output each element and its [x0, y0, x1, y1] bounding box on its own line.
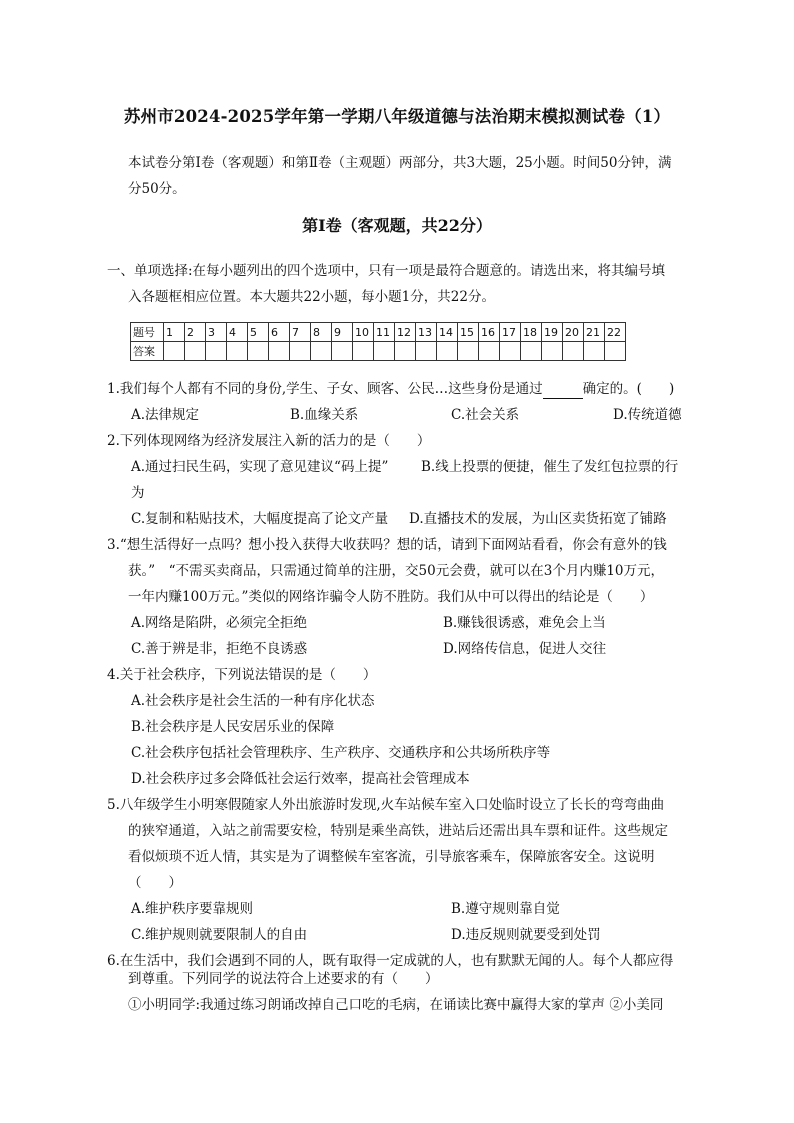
question-number-cell: 12	[395, 323, 416, 342]
answer-cell[interactable]	[332, 342, 353, 361]
answer-cell[interactable]	[437, 342, 458, 361]
answer-cell[interactable]	[311, 342, 332, 361]
q5-option-a: A.维护秩序要靠规则	[131, 901, 254, 917]
answer-cell[interactable]	[458, 342, 479, 361]
answer-cell[interactable]	[500, 342, 521, 361]
answer-cell[interactable]	[206, 342, 227, 361]
q2-stem: 2.下列体现网络为经济发展注入新的活力的是（ ）	[107, 433, 431, 449]
answer-cell[interactable]	[563, 342, 584, 361]
q6-stem-line-1: 6.在生活中，我们会遇到不同的人，既有取得一定成就的人，也有默默无闻的人。每个人都应得	[107, 953, 674, 969]
q3-option-b: B.赚钱很诱惑，难免会上当	[443, 615, 606, 631]
answer-cell[interactable]	[248, 342, 269, 361]
question-number-cell: 5	[248, 323, 269, 342]
question-number-cell: 20	[563, 323, 584, 342]
answer-cell[interactable]	[374, 342, 395, 361]
question-number-cell: 17	[500, 323, 521, 342]
answer-cell[interactable]	[479, 342, 500, 361]
answer-cell[interactable]	[584, 342, 605, 361]
answer-table-answer-row	[131, 342, 626, 361]
answer-table-number-row	[131, 323, 626, 342]
question-number-cell: 8	[311, 323, 332, 342]
question-number-cell: 14	[437, 323, 458, 342]
q4-option-b: B.社会秩序是人民安居乐业的保障	[131, 719, 335, 735]
q3-stem-line-3: 一年内赚100万元。”类似的网络诈骗令人防不胜防。我们从中可以得出的结论是（ ）	[128, 589, 654, 605]
q5-stem-line-4: （ ）	[128, 875, 182, 891]
q2-option-d: D.直播技术的发展，为山区卖货拓宽了铺路	[409, 511, 667, 527]
question-number-cell: 10	[353, 323, 374, 342]
q6-stem-line-3: ①小明同学:我通过练习朗诵改掉自己口吃的毛病，在诵读比赛中赢得大家的掌声 ②小美同	[128, 997, 664, 1013]
answer-cell[interactable]	[416, 342, 437, 361]
q3-option-a: A.网络是陷阱，必须完全拒绝	[131, 615, 308, 631]
intro-line-2: 分50分。	[128, 181, 186, 197]
question-number-cell: 22	[605, 323, 626, 342]
question-number-cell: 4	[227, 323, 248, 342]
q4-option-c: C.社会秩序包括社会管理秩序、生产秩序、交通秩序和公共场所秩序等	[131, 745, 551, 761]
question-number-cell: 15	[458, 323, 479, 342]
q5-stem-line-1: 5.八年级学生小明寒假随家人外出旅游时发现,火车站候车室入口处临时设立了长长的弯弯曲曲	[107, 797, 665, 813]
q4-option-a: A.社会秩序是社会生活的一种有序化状态	[131, 693, 375, 709]
answer-cell[interactable]	[290, 342, 311, 361]
part1-instruction-line-1: 一、单项选择:在每小题列出的四个选项中，只有一项是最符合题意的。请选出来，将其编号填	[107, 263, 666, 279]
question-number-cell: 9	[332, 323, 353, 342]
answer-cell[interactable]	[185, 342, 206, 361]
answer-cell[interactable]	[164, 342, 185, 361]
section-title: 第Ⅰ卷（客观题，共22分）	[302, 216, 492, 235]
q2-option-b-line-2: 为	[131, 485, 145, 501]
q1-stem-part-b: 确定的。( )	[582, 381, 675, 397]
q4-stem: 4.关于社会秩序，下列说法错误的是（ ）	[107, 667, 377, 683]
q6-stem-line-2: 到尊重。下列同学的说法符合上述要求的有（ ）	[128, 971, 439, 987]
q1-option-d: D.传统道德	[613, 407, 682, 423]
q1-option-c: C.社会关系	[451, 407, 520, 423]
q4-option-d: D.社会秩序过多会降低社会运行效率，提高社会管理成本	[131, 771, 470, 787]
q1-stem-part-a: 1.我们每个人都有不同的身份,学生、子女、顾客、公民…这些身份是通过	[107, 381, 543, 397]
answer-table-row-head: 题号	[131, 323, 164, 342]
part1-instruction-line-2: 入各题框相应位置。本大题共22小题，每小题1分，共22分。	[128, 289, 495, 305]
q5-stem-line-2: 的狭窄通道，入站之前需要安检，特别是乘坐高铁，进站后还需出具车票和证件。这些规定	[128, 823, 668, 839]
answer-cell[interactable]	[521, 342, 542, 361]
question-number-cell: 18	[521, 323, 542, 342]
question-number-cell: 7	[290, 323, 311, 342]
q2-option-b-line-1: B.线上投票的便捷，催生了发红包拉票的行	[421, 459, 679, 475]
q3-option-c: C.善于辨是非，拒绝不良诱惑	[131, 641, 308, 657]
q5-option-d: D.违反规则就要受到处罚	[451, 927, 601, 943]
answer-cell[interactable]	[542, 342, 563, 361]
intro-line-1: 本试卷分第Ⅰ卷（客观题）和第Ⅱ卷（主观题）两部分，共3大题，25小题。时间50分钟，满	[128, 155, 672, 171]
answer-cell[interactable]	[269, 342, 290, 361]
q5-stem-line-3: 看似烦琐不近人情，其实是为了调整候车室客流，引导旅客乘车，保障旅客安全。这说明	[128, 849, 655, 865]
answer-table	[130, 322, 626, 361]
question-number-cell: 2	[185, 323, 206, 342]
question-number-cell: 6	[269, 323, 290, 342]
q3-stem-line-1: 3.“想生活得好一点吗？想小投入获得大收获吗？想的话，请到下面网站看看，你会有意外的钱	[107, 537, 667, 553]
question-number-cell: 21	[584, 323, 605, 342]
q2-option-c: C.复制和粘贴技术，大幅度提高了论文产量	[131, 511, 389, 527]
q1-option-a: A.法律规定	[131, 407, 200, 423]
q3-option-d: D.网络传信息，促进人交往	[443, 641, 607, 657]
q5-option-c: C.维护规则就要限制人的自由	[131, 927, 308, 943]
answer-cell[interactable]	[227, 342, 248, 361]
answer-table-row-head: 答案	[131, 342, 164, 361]
q1-option-b: B.血缘关系	[290, 407, 359, 423]
answer-cell[interactable]	[395, 342, 416, 361]
answer-cell[interactable]	[605, 342, 626, 361]
question-number-cell: 3	[206, 323, 227, 342]
answer-cell[interactable]	[353, 342, 374, 361]
q1-blank	[543, 384, 583, 399]
question-number-cell: 13	[416, 323, 437, 342]
question-number-cell: 19	[542, 323, 563, 342]
exam-title: 苏州市2024-2025学年第一学期八年级道德与法治期末模拟测试卷（1）	[123, 107, 671, 126]
q2-option-a: A.通过扫民生码，实现了意见建议“码上提”	[131, 459, 389, 475]
q5-option-b: B.遵守规则靠自觉	[451, 901, 560, 917]
question-number-cell: 16	[479, 323, 500, 342]
q3-stem-line-2: 获。” “不需买卖商品，只需通过简单的注册，交50元会费，就可以在3个月内赚10万元，	[128, 563, 664, 579]
q1-stem	[107, 379, 674, 399]
question-number-cell: 11	[374, 323, 395, 342]
question-number-cell: 1	[164, 323, 185, 342]
